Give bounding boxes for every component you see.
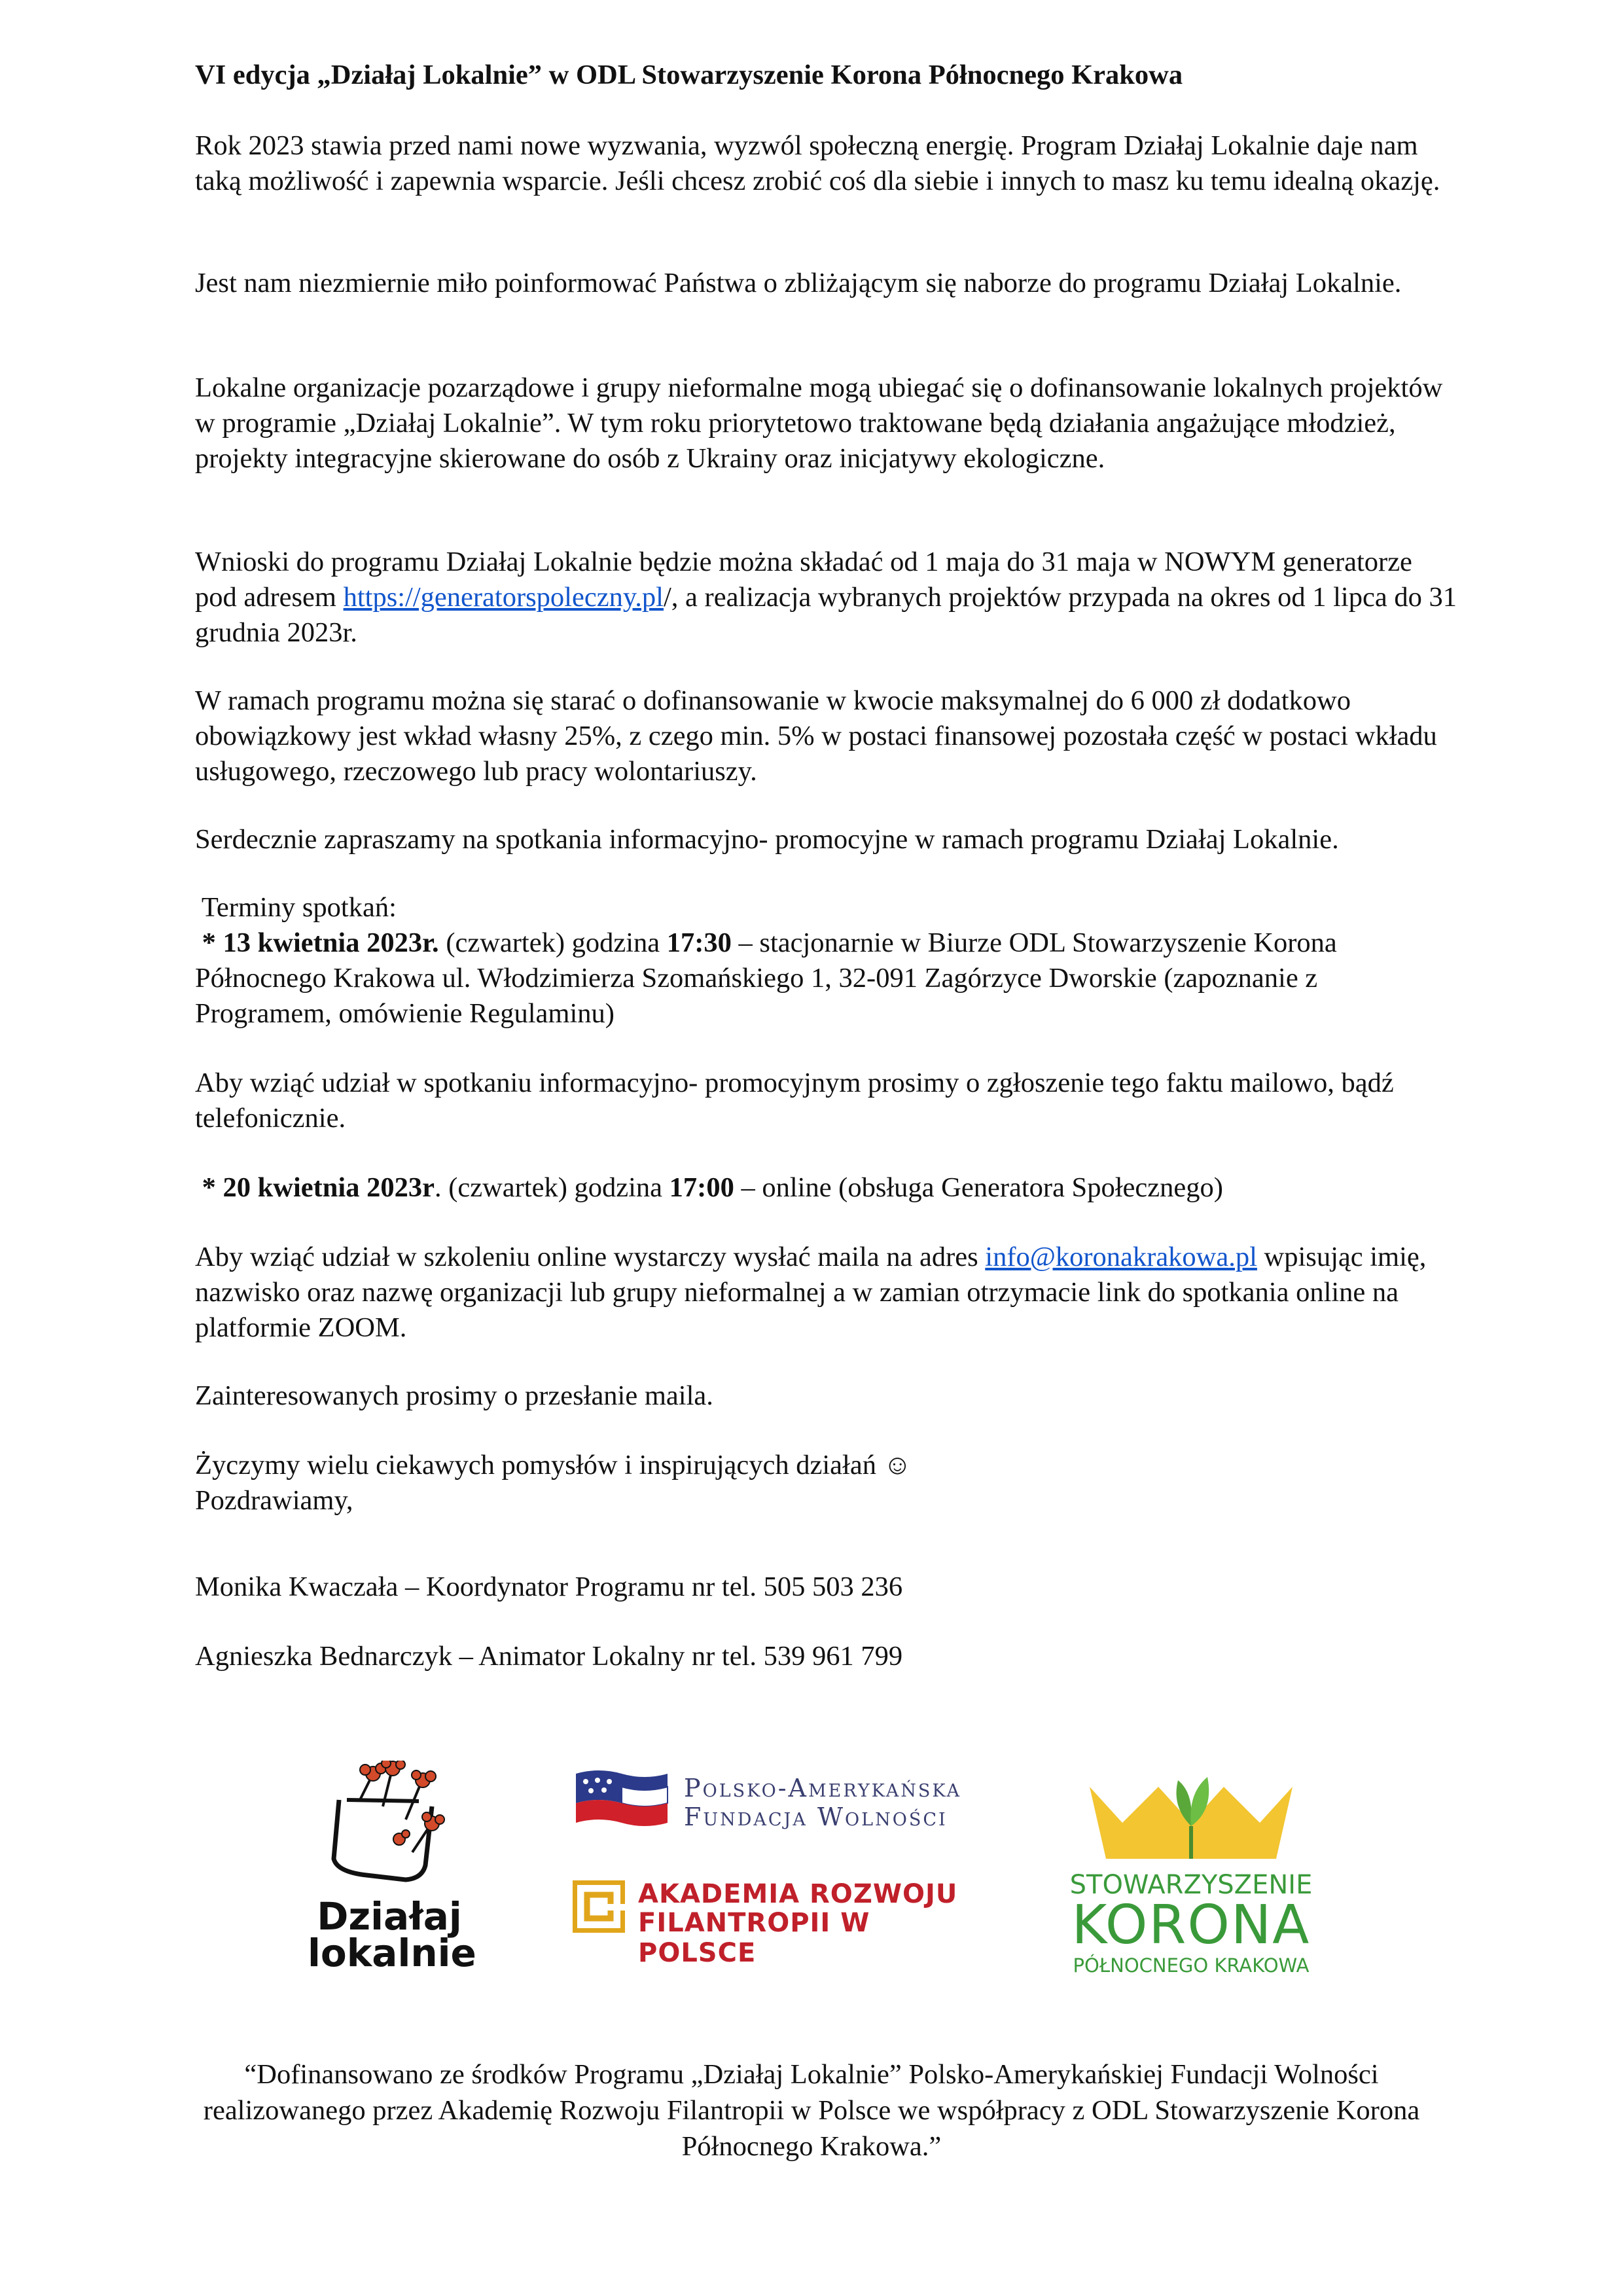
paragraph-eligibility bbox=[195, 370, 1458, 476]
generator-link[interactable]: https://generatorspoleczny.pl bbox=[343, 582, 664, 613]
flag-icon bbox=[573, 1767, 671, 1833]
paf-logo bbox=[573, 1767, 965, 1839]
meeting-date: 13 kwietnia 2023r. bbox=[223, 927, 439, 958]
korona-logo-line3: PÓŁNOCNEGO KRAKOWA bbox=[1073, 1954, 1310, 1977]
paragraph-request bbox=[195, 1378, 1458, 1414]
flowers-pot-icon bbox=[308, 1761, 478, 1892]
crown-icon bbox=[1060, 1761, 1322, 1872]
paragraph-text: Wnioski do programu Działaj Lokalnie będzie można składać od 1 maja do 31 maja w NOWYM generatorze pod adresem bbox=[195, 547, 1412, 613]
meeting-day: . (czwartek) godzina bbox=[434, 1172, 669, 1203]
paragraph-application bbox=[195, 545, 1458, 651]
paragraph-text: W ramach programu można się starać o dofinansowanie w kwocie maksymalnej do 6 000 zł dodatkowo obowiązkowy jest wkład własny 25%, z czego min. 5% w postaci finansowej pozostała część w postaci wkładu usługowego, rzeczowego lub pracy wolontariuszy. bbox=[195, 685, 1437, 787]
arf-mark-icon bbox=[573, 1880, 625, 1933]
paragraph-invitation bbox=[195, 822, 1458, 857]
paragraph-text: Rok 2023 stawia przed nami nowe wyzwania, wyzwól społeczną energię. Program Działaj Lokalnie daje nam taką możliwość i zapewnia wsparcie. Jeśli chcesz zrobić coś dla siebie i innych to masz ku temu idealną okazję. bbox=[195, 130, 1440, 196]
meeting-time: 17:00 bbox=[669, 1172, 734, 1203]
meeting-day: (czwartek) godzina bbox=[438, 927, 667, 958]
contact-coordinator bbox=[195, 1570, 1458, 1605]
meeting-item-online bbox=[195, 1170, 1458, 1206]
paragraph-online-training bbox=[195, 1240, 1458, 1346]
meeting-bullet: * bbox=[195, 927, 223, 958]
arf-logo bbox=[573, 1875, 965, 1968]
paragraph-intro bbox=[195, 128, 1458, 199]
paragraph-announcement bbox=[195, 266, 1458, 301]
funding-footnote: “Dofinansowano ze środków Programu „Działaj Lokalnie” Polsko-Amerykańskiej Fundacji Wolności realizowanego przez Akademię Rozwoju Filantropii w Polsce we współpracy z ODL Stowarzyszenie Korona Północnego Krakowa.” bbox=[203, 2059, 1420, 2162]
paragraph-text: Lokalne organizacje pozarządowe i grupy nieformalne mogą ubiegać się o dofinansowanie lokalnych projektów w programie „Działaj Lokalnie”. W tym roku priorytetowo traktowane będą działania angażujące młodzież, projekty integracyjne skierowane do osób z Ukrainy oraz inicjatywy ekologiczne. bbox=[195, 372, 1443, 474]
email-link[interactable]: info@koronakrakowa.pl bbox=[985, 1242, 1257, 1272]
paf-logo-line1: Polsko-Amerykańska bbox=[684, 1774, 961, 1803]
dzialaj-lokalnie-logo bbox=[308, 1761, 478, 1977]
paragraph-text: Serdecznie zapraszamy na spotkania informacyjno- promocyjne w ramach programu Działaj Lokalnie. bbox=[195, 824, 1339, 855]
paragraph-text: /, a realizacja wybranych projektów przypada na okres od 1 lipca do 31 grudnia 2023r. bbox=[195, 582, 1457, 648]
terms-heading: Terminy spotkań: bbox=[195, 892, 397, 923]
meeting-item bbox=[195, 925, 1458, 1031]
meeting-date: 20 kwietnia 2023r bbox=[223, 1172, 435, 1203]
meeting-details: – stacjonarnie w Biurze ODL Stowarzyszenie Korona Północnego Krakowa ul. Włodzimierza Szomańskiego 1, 32-091 Zagórzyce Dworskie (zapoznanie z Programem, omówienie Regulaminu) bbox=[195, 927, 1337, 1029]
contact-animator bbox=[195, 1639, 1458, 1674]
paragraph-funding bbox=[195, 683, 1458, 789]
meetings-section bbox=[195, 890, 1458, 1031]
paragraph-text: Jest nam niezmiernie miło poinformować Państwa o zbliżającym się naborze do programu Działaj Lokalnie. bbox=[195, 268, 1402, 298]
paragraph-text: Aby wziąć udział w spotkaniu informacyjno- promocyjnym prosimy o zgłoszenie tego faktu mailowo, bądź telefonicznie. bbox=[195, 1067, 1394, 1134]
paragraph-text: wpisując imię, nazwisko oraz nazwę organizacji lub grupy nieformalnej a w zamian otrzymacie link do spotkania online na platformie ZOOM. bbox=[195, 1242, 1427, 1343]
greeting-text: Pozdrawiamy, bbox=[195, 1485, 353, 1516]
contact-text: Agnieszka Bednarczyk – Animator Lokalny nr tel. 539 961 799 bbox=[195, 1641, 903, 1672]
paf-logo-line2: Fundacja Wolności bbox=[684, 1803, 948, 1831]
wishes-text: Życzymy wielu ciekawych pomysłów i inspirujących działań ☺ bbox=[195, 1450, 912, 1480]
arf-logo-line1: AKADEMIA ROZWOJU bbox=[638, 1879, 958, 1909]
korona-logo-line1: STOWARZYSZENIE bbox=[1069, 1870, 1313, 1900]
contact-text: Monika Kwaczała – Koordynator Programu nr tel. 505 503 236 bbox=[195, 1571, 903, 1602]
logos-row bbox=[0, 1734, 1623, 1996]
arf-logo-line2: FILANTROPII W POLSCE bbox=[638, 1908, 870, 1968]
korona-logo-line2: KORONA bbox=[1071, 1894, 1311, 1956]
meeting-time: 17:30 bbox=[666, 927, 732, 958]
paragraph-registration bbox=[195, 1066, 1458, 1136]
paragraph-text: Zainteresowanych prosimy o przesłanie maila. bbox=[195, 1380, 713, 1411]
korona-logo bbox=[1060, 1761, 1322, 1983]
dzialaj-logo-line1: Działaj bbox=[317, 1894, 462, 1939]
meeting-bullet: * bbox=[195, 1172, 223, 1203]
dzialaj-logo-line2: lokalnie bbox=[308, 1931, 476, 1975]
closing-block bbox=[195, 1448, 1458, 1518]
meeting-details: – online (obsługa Generatora Społecznego) bbox=[734, 1172, 1223, 1203]
document-title: VI edycja „Działaj Lokalnie” w ODL Stowarzyszenie Korona Północnego Krakowa bbox=[195, 60, 1183, 90]
paragraph-text: Aby wziąć udział w szkoleniu online wystarczy wysłać maila na adres bbox=[195, 1242, 986, 1272]
